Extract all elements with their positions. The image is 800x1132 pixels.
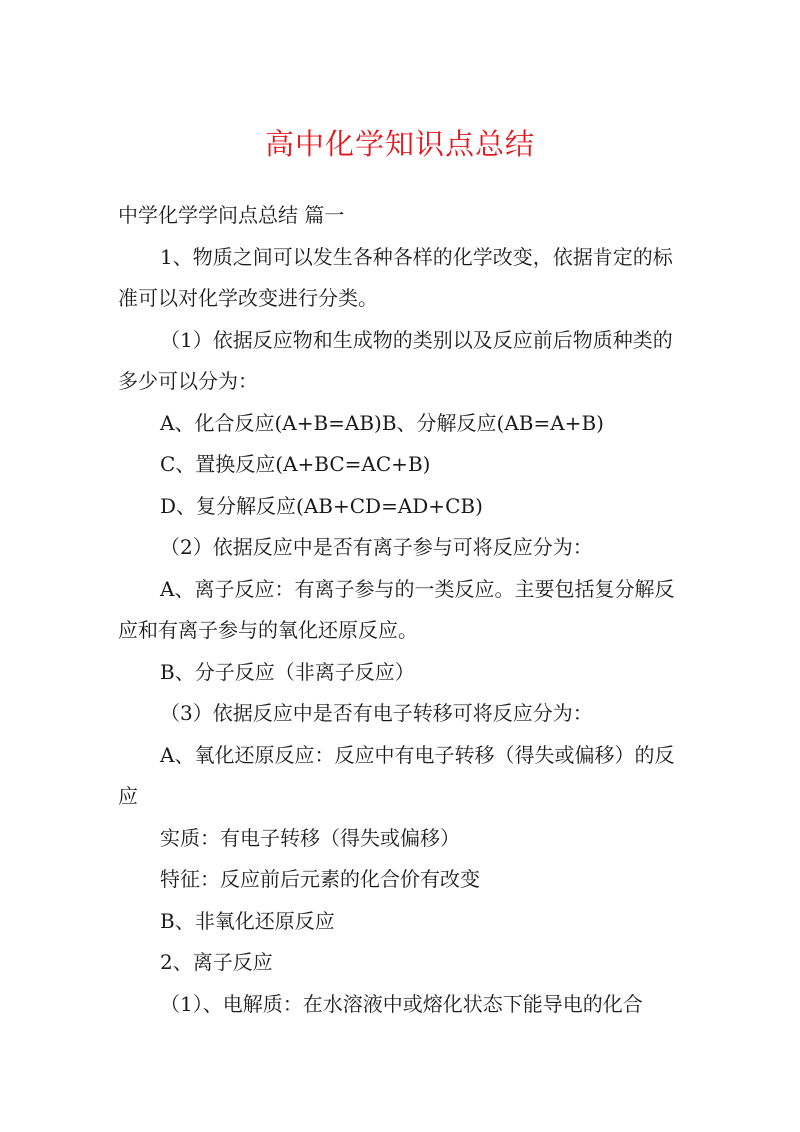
paragraph: （1）、电解质：在水溶液中或熔化状态下能导电的化合: [160, 991, 643, 1016]
paragraph: C、置换反应(A+BC=AC+B): [160, 452, 431, 476]
paragraph: 2、离子反应: [160, 950, 273, 974]
section-heading: 中学化学学问点总结 篇一: [118, 203, 345, 227]
paragraph: B、非氧化还原反应: [160, 908, 335, 933]
paragraph: 特征：反应前后元素的化合价有改变: [160, 867, 480, 891]
paragraph: A、化合反应(A+B=AB)B、分解反应(AB=A+B): [160, 410, 604, 435]
paragraph: （2）依据反应中是否有离子参与可将反应分为：: [160, 535, 593, 559]
paragraph: （3）依据反应中是否有电子转移可将反应分为：: [160, 701, 593, 725]
paragraph: B、分子反应（非离子反应）: [160, 659, 415, 684]
paragraph: A、离子反应：有离子参与的一类反应。主要包括复分解反应和有离子参与的氧化还原反应。: [118, 576, 675, 642]
paragraph: D、复分解反应(AB+CD=AD+CB): [160, 493, 483, 518]
document-title: 高中化学知识点总结: [264, 127, 535, 161]
document-body: [118, 195, 688, 1025]
paragraph: 1、物质之间可以发生各种各样的化学改变，依据肯定的标准可以对化学改变进行分类。: [118, 244, 673, 310]
paragraph: 实质：有电子转移（得失或偏移）: [160, 825, 460, 850]
paragraph: A、氧化还原反应：反应中有电子转移（得失或偏移）的反应: [118, 742, 675, 808]
paragraph: （1）依据反应物和生成物的类别以及反应前后物质种类的多少可以分为：: [118, 327, 673, 393]
